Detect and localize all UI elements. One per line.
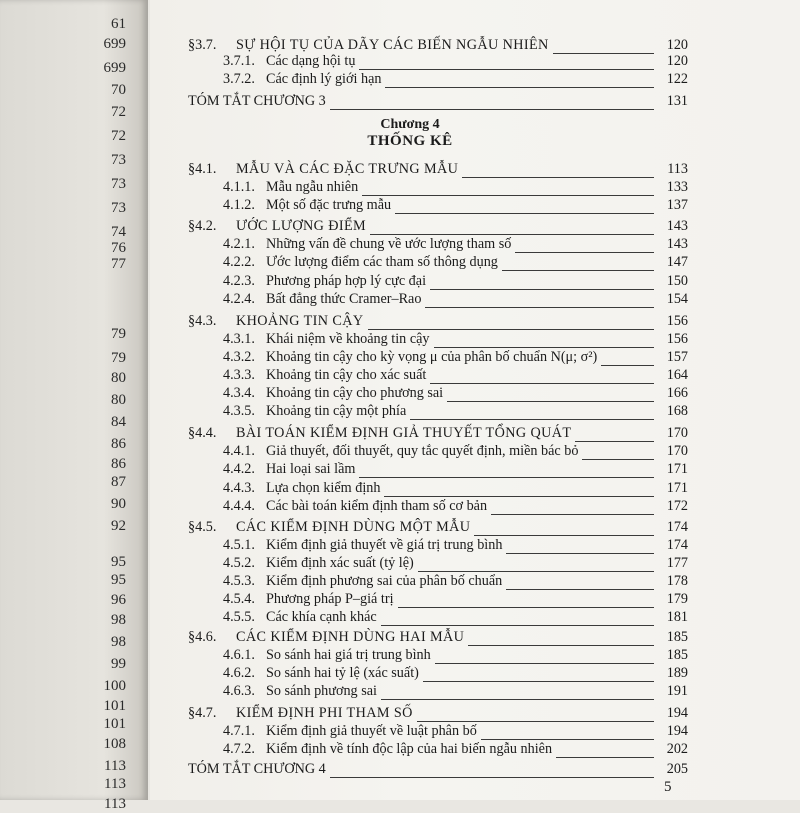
toc-subsection-row	[188, 682, 688, 700]
toc-entry-number: 4.1.2.	[223, 197, 255, 213]
toc-page-number: 122	[666, 71, 688, 87]
toc-page-number: 166	[666, 385, 688, 401]
toc-leader-line	[506, 536, 654, 554]
previous-page-number: 79	[111, 326, 126, 342]
toc-subsection-row	[188, 196, 688, 214]
toc-page-number: 189	[666, 665, 688, 681]
toc-section-row	[188, 628, 688, 646]
toc-page-number: 205	[666, 761, 688, 777]
toc-entry-title: Ước lượng điểm các tham số thông dụng	[266, 254, 498, 270]
toc-entry-number: 4.4.3.	[223, 480, 255, 496]
toc-summary-row	[188, 760, 688, 778]
previous-page-number: 96	[111, 592, 126, 608]
toc-leader-line	[556, 740, 654, 758]
previous-page-number: 98	[111, 634, 126, 650]
toc-leader-line	[430, 272, 654, 290]
toc-entry-title: Khoảng tin cậy cho kỳ vọng μ của phân bố chuẩn N(μ; σ²)	[266, 349, 598, 365]
toc-entry-number: 4.4.2.	[223, 461, 255, 477]
toc-entry-number: 4.5.3.	[223, 573, 255, 589]
toc-entry-title: Khoảng tin cậy cho phương sai	[266, 385, 444, 401]
toc-leader-line	[515, 235, 654, 253]
previous-page-number: 79	[111, 350, 126, 366]
previous-page-number: 73	[111, 176, 126, 192]
toc-entry-number: 4.6.1.	[223, 647, 255, 663]
toc-leader-line	[381, 608, 654, 626]
toc-page-number: 171	[666, 461, 688, 477]
toc-leader-line	[575, 424, 654, 442]
toc-entry-title: Các dạng hội tụ	[266, 53, 356, 69]
toc-page-number: 194	[666, 705, 688, 721]
toc-entry-title: KHOẢNG TIN CẬY	[236, 313, 364, 329]
toc-page-number: 120	[666, 53, 688, 69]
previous-page-number: 72	[111, 128, 126, 144]
toc-leader-line	[362, 178, 654, 196]
previous-page-number: 77	[111, 256, 126, 272]
toc-leader-line	[417, 704, 654, 722]
toc-subsection-row	[188, 290, 688, 308]
previous-page-number: 74	[111, 224, 126, 240]
previous-page-number: 84	[111, 414, 126, 430]
toc-entry-title: Lựa chọn kiểm định	[266, 480, 381, 496]
toc-subsection-row	[188, 402, 688, 420]
previous-page-number: 92	[111, 518, 126, 534]
toc-leader-line	[385, 70, 654, 88]
toc-page-number: 170	[666, 443, 688, 459]
toc-leader-line	[601, 348, 654, 366]
toc-leader-line	[398, 590, 654, 608]
toc-leader-line	[491, 497, 654, 515]
toc-section-row	[188, 217, 688, 235]
toc-subsection-row	[188, 330, 688, 348]
toc-entry-number: 4.4.4.	[223, 498, 255, 514]
toc-subsection-row	[188, 366, 688, 384]
toc-entry-title: MẪU VÀ CÁC ĐẶC TRƯNG MẪU	[236, 161, 459, 177]
previous-page-number: 86	[111, 456, 126, 472]
toc-page-number: 185	[666, 629, 688, 645]
toc-subsection-row	[188, 235, 688, 253]
toc-entry-number: §4.1.	[188, 161, 217, 177]
chapter-title: THỐNG KÊ	[367, 133, 453, 149]
toc-subsection-row	[188, 384, 688, 402]
toc-entry-number: 4.3.5.	[223, 403, 255, 419]
toc-leader-line	[474, 518, 654, 536]
previous-page-number: 101	[103, 698, 126, 714]
toc-entry-number: 4.5.1.	[223, 537, 255, 553]
toc-entry-number: 4.5.2.	[223, 555, 255, 571]
previous-page-number: 699	[103, 60, 126, 76]
toc-page-number: 120	[666, 37, 688, 53]
previous-page-number: 113	[104, 796, 126, 812]
toc-entry-title: Kiểm định giả thuyết về giá trị trung bình	[266, 537, 503, 553]
previous-page-number: 113	[104, 758, 126, 774]
toc-entry-title: Kiểm định phương sai của phân bố chuẩn	[266, 573, 503, 589]
toc-page-number: 133	[666, 179, 688, 195]
toc-page-number: 170	[666, 425, 688, 441]
toc-page-number: 172	[666, 498, 688, 514]
toc-entry-title: So sánh phương sai	[266, 683, 377, 699]
previous-page-number: 113	[104, 776, 126, 792]
toc-leader-line	[425, 290, 654, 308]
toc-leader-line	[435, 646, 654, 664]
toc-entry-title: TÓM TẮT CHƯƠNG 4	[188, 761, 326, 777]
previous-page-number: 87	[111, 474, 126, 490]
toc-entry-number: 4.6.2.	[223, 665, 255, 681]
toc-leader-line	[330, 92, 654, 110]
toc-entry-title: BÀI TOÁN KIỂM ĐỊNH GIẢ THUYẾT TỔNG QUÁT	[236, 425, 572, 441]
toc-subsection-row	[188, 536, 688, 554]
previous-page-number: 76	[111, 240, 126, 256]
toc-page-number: 171	[666, 480, 688, 496]
toc-entry-number: 4.2.4.	[223, 291, 255, 307]
previous-page-number: 99	[111, 656, 126, 672]
toc-page-number: 157	[666, 349, 688, 365]
toc-page-number: 154	[666, 291, 688, 307]
toc-leader-line	[434, 330, 654, 348]
toc-leader-line	[359, 460, 654, 478]
toc-entry-title: Khoảng tin cậy cho xác suất	[266, 367, 427, 383]
toc-entry-number: §4.6.	[188, 629, 217, 645]
toc-page-number: 113	[667, 161, 688, 177]
toc-leader-line	[502, 253, 654, 271]
toc-section-row	[188, 424, 688, 442]
toc-entry-number: §4.7.	[188, 705, 217, 721]
toc-page-number: 179	[666, 591, 688, 607]
toc-leader-line	[447, 384, 654, 402]
toc-entry-title: So sánh hai tỷ lệ (xác suất)	[266, 665, 419, 681]
toc-entry-title: Bất đẳng thức Cramer–Rao	[266, 291, 422, 307]
toc-entry-number: 3.7.2.	[223, 71, 255, 87]
previous-page-number: 95	[111, 572, 126, 588]
previous-page-number: 86	[111, 436, 126, 452]
toc-entry-title: Phương pháp P–giá trị	[266, 591, 394, 607]
toc-subsection-row	[188, 52, 688, 70]
toc-entry-number: 4.4.1.	[223, 443, 255, 459]
toc-page-number: 194	[666, 723, 688, 739]
toc-entry-number: 4.1.1.	[223, 179, 255, 195]
toc-leader-line	[430, 366, 654, 384]
toc-summary-row	[188, 92, 688, 110]
toc-entry-number: 4.7.1.	[223, 723, 255, 739]
page-number: 5	[664, 779, 672, 795]
toc-subsection-row	[188, 740, 688, 758]
toc-leader-line	[468, 628, 654, 646]
toc-entry-number: §4.3.	[188, 313, 217, 329]
toc-leader-line	[506, 572, 654, 590]
toc-entry-title: Khái niệm về khoảng tin cậy	[266, 331, 430, 347]
toc-section-row	[188, 704, 688, 722]
toc-entry-title: TÓM TẮT CHƯƠNG 3	[188, 93, 326, 109]
toc-section-row	[188, 312, 688, 330]
toc-page-number: 178	[666, 573, 688, 589]
toc-entry-number: 4.3.2.	[223, 349, 255, 365]
toc-leader-line	[418, 554, 654, 572]
toc-entry-title: Các khía cạnh khác	[266, 609, 377, 625]
previous-page-number: 699	[103, 36, 126, 52]
toc-subsection-row	[188, 497, 688, 515]
toc-leader-line	[359, 52, 654, 70]
previous-page-number: 108	[103, 736, 126, 752]
toc-leader-line	[330, 760, 654, 778]
toc-page-number: 181	[666, 609, 688, 625]
previous-page-number: 90	[111, 496, 126, 512]
toc-entry-title: Phương pháp hợp lý cực đại	[266, 273, 427, 289]
toc-section-row	[188, 160, 688, 178]
previous-page-number: 101	[103, 716, 126, 732]
toc-subsection-row	[188, 608, 688, 626]
toc-page-number: 185	[666, 647, 688, 663]
toc-page-number: 202	[666, 741, 688, 757]
toc-entry-number: 4.2.1.	[223, 236, 255, 252]
previous-page-number: 70	[111, 82, 126, 98]
toc-entry-number: §4.5.	[188, 519, 217, 535]
previous-page-number: 98	[111, 612, 126, 628]
toc-leader-line	[582, 442, 654, 460]
toc-subsection-row	[188, 178, 688, 196]
toc-page-number: 147	[666, 254, 688, 270]
previous-page-number: 73	[111, 152, 126, 168]
toc-entry-title: Giả thuyết, đối thuyết, quy tắc quyết định, miền bác bỏ	[266, 443, 579, 459]
toc-page-number: 131	[666, 93, 688, 109]
toc-subsection-row	[188, 664, 688, 682]
toc-subsection-row	[188, 554, 688, 572]
toc-entry-title: Mẫu ngẫu nhiên	[266, 179, 359, 195]
toc-entry-title: CÁC KIỂM ĐỊNH DÙNG HAI MẪU	[236, 629, 465, 645]
toc-subsection-row	[188, 348, 688, 366]
previous-page-number: 61	[111, 16, 126, 32]
toc-entry-number: 3.7.1.	[223, 53, 255, 69]
toc-subsection-row	[188, 253, 688, 271]
toc-entry-title: CÁC KIỂM ĐỊNH DÙNG MỘT MẪU	[236, 519, 471, 535]
toc-entry-title: Hai loại sai lầm	[266, 461, 356, 477]
toc-subsection-row	[188, 590, 688, 608]
toc-entry-title: So sánh hai giá trị trung bình	[266, 647, 431, 663]
toc-leader-line	[481, 722, 654, 740]
toc-page-number: 156	[666, 331, 688, 347]
toc-page-number: 137	[666, 197, 688, 213]
toc-entry-title: KIỂM ĐỊNH PHI THAM SỐ	[236, 705, 413, 721]
previous-page-number: 100	[103, 678, 126, 694]
toc-page-number: 191	[666, 683, 688, 699]
toc-subsection-row	[188, 460, 688, 478]
toc-leader-line	[423, 664, 654, 682]
previous-page-number: 95	[111, 554, 126, 570]
toc-entry-title: Kiểm định xác suất (tỷ lệ)	[266, 555, 414, 571]
toc-entry-number: 4.3.4.	[223, 385, 255, 401]
toc-entry-number: 4.5.4.	[223, 591, 255, 607]
toc-entry-title: Các định lý giới hạn	[266, 71, 382, 87]
toc-subsection-row	[188, 572, 688, 590]
toc-leader-line	[381, 682, 654, 700]
toc-entry-title: Khoảng tin cậy một phía	[266, 403, 407, 419]
toc-entry-number: 4.2.3.	[223, 273, 255, 289]
toc-page-number: 168	[666, 403, 688, 419]
previous-page-number: 73	[111, 200, 126, 216]
toc-leader-line	[462, 160, 654, 178]
toc-entry-number: §4.2.	[188, 218, 217, 234]
toc-section-row	[188, 518, 688, 536]
toc-leader-line	[368, 312, 654, 330]
toc-entry-title: Một số đặc trưng mẫu	[266, 197, 392, 213]
toc-entry-title: Những vấn đề chung về ước lượng tham số	[266, 236, 512, 252]
toc-entry-title: Kiểm định giả thuyết về luật phân bố	[266, 723, 477, 739]
toc-entry-number: 4.2.2.	[223, 254, 255, 270]
toc-entry-number: 4.6.3.	[223, 683, 255, 699]
toc-entry-title: Kiểm định về tính độc lập của hai biến ngẫu nhiên	[266, 741, 553, 757]
toc-page-number: 143	[666, 218, 688, 234]
toc-page-number: 174	[666, 519, 688, 535]
toc-subsection-row	[188, 442, 688, 460]
toc-page-number: 174	[666, 537, 688, 553]
toc-subsection-row	[188, 272, 688, 290]
toc-page-number: 143	[666, 236, 688, 252]
toc-page-number: 150	[666, 273, 688, 289]
toc-leader-line	[384, 479, 654, 497]
toc-leader-line	[370, 217, 654, 235]
toc-entry-title: Các bài toán kiểm định tham số cơ bản	[266, 498, 488, 514]
toc-subsection-row	[188, 70, 688, 88]
previous-page-number: 80	[111, 392, 126, 408]
toc-entry-number: 4.3.3.	[223, 367, 255, 383]
toc-entry-number: 4.5.5.	[223, 609, 255, 625]
toc-page-number: 164	[666, 367, 688, 383]
toc-entry-title: ƯỚC LƯỢNG ĐIỂM	[236, 218, 367, 234]
previous-page-number: 80	[111, 370, 126, 386]
toc-entry-number: 4.3.1.	[223, 331, 255, 347]
toc-leader-line	[395, 196, 654, 214]
toc-entry-title: SỰ HỘI TỤ CỦA DÃY CÁC BIẾN NGẪU NHIÊN	[236, 37, 549, 53]
toc-leader-line	[410, 402, 654, 420]
toc-subsection-row	[188, 646, 688, 664]
toc-page-number: 156	[666, 313, 688, 329]
toc-entry-number: 4.7.2.	[223, 741, 255, 757]
previous-page-edge	[0, 0, 148, 812]
toc-entry-number: §3.7.	[188, 37, 217, 53]
chapter-label: Chương 4	[380, 117, 440, 132]
toc-subsection-row	[188, 479, 688, 497]
toc-page-number: 177	[666, 555, 688, 571]
toc-subsection-row	[188, 722, 688, 740]
toc-entry-number: §4.4.	[188, 425, 217, 441]
previous-page-number: 72	[111, 104, 126, 120]
